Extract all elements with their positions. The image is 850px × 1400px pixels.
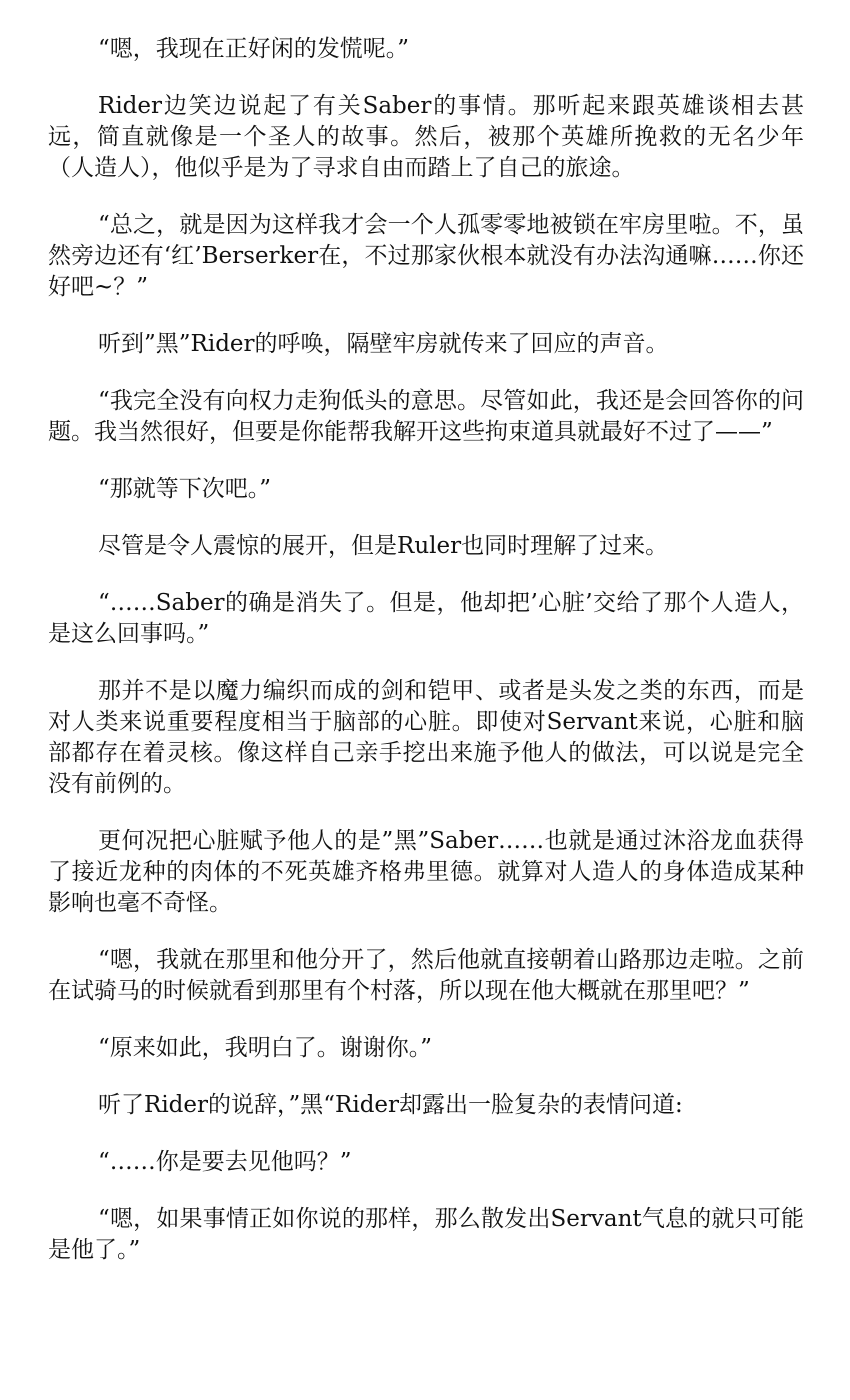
- paragraph-12: “原来如此，我明白了。谢谢你。”: [98, 1035, 433, 1061]
- paragraph-14: “……你是要去见他吗？”: [98, 1149, 352, 1175]
- paragraph-13: 听了Rider的说辞，”黑“Rider却露出一脸复杂的表情问道:: [98, 1092, 683, 1118]
- paragraph-6: “那就等下次吧。”: [98, 476, 272, 502]
- paragraph-9: 那并不是以魔力编织而成的剑和铠甲、或者是头发之类的东西，而是对人类来说重要程度相当于脑部的心脏。即使对Servant来说，心脏和脑部都存在着灵核。像这样自己亲手挖出来施予他人的做法，可以说是完全没有前例的。: [48, 678, 804, 797]
- paragraph-11: “嗯，我就在那里和他分开了，然后他就直接朝着山路那边走啦。之前在试骑马的时候就看到那里有个村落，所以现在他大概就在那里吧？”: [48, 947, 804, 1004]
- paragraph-5: “我完全没有向权力走狗低头的意思。尽管如此，我还是会回答你的问题。我当然很好，但要是你能帮我解开这些拘束道具就最好不过了——”: [48, 388, 804, 445]
- paragraph-15: “嗯，如果事情正如你说的那样，那么散发出Servant气息的就只可能是他了。”: [48, 1206, 804, 1263]
- paragraph-1: “嗯，我现在正好闲的发慌呢。”: [98, 36, 410, 62]
- paragraph-7: 尽管是令人震惊的展开，但是Ruler也同时理解了过来。: [98, 533, 669, 559]
- paragraph-8: “……Saber的确是消失了。但是，他却把’心脏’交给了那个人造人，是这么回事吗。”: [48, 590, 804, 647]
- paragraph-3: “总之，就是因为这样我才会一个人孤零零地被锁在牢房里啦。不，虽然旁边还有‘红’Berserker在，不过那家伙根本就没有办法沟通嘛……你还好吧~？”: [48, 212, 804, 300]
- paragraph-2: Rider边笑边说起了有关Saber的事情。那听起来跟英雄谈相去甚远，简直就像是一个圣人的故事。然后，被那个英雄所挽救的无名少年（人造人），他似乎是为了寻求自由而踏上了自己的旅途。: [48, 93, 804, 181]
- paragraph-4: 听到”黑”Rider的呼唤，隔壁牢房就传来了回应的声音。: [98, 331, 669, 357]
- paragraph-10: 更何况把心脏赋予他人的是”黑”Saber……也就是通过沐浴龙血获得了接近龙种的肉体的不死英雄齐格弗里德。就算对人造人的身体造成某种影响也毫不奇怪。: [48, 828, 804, 916]
